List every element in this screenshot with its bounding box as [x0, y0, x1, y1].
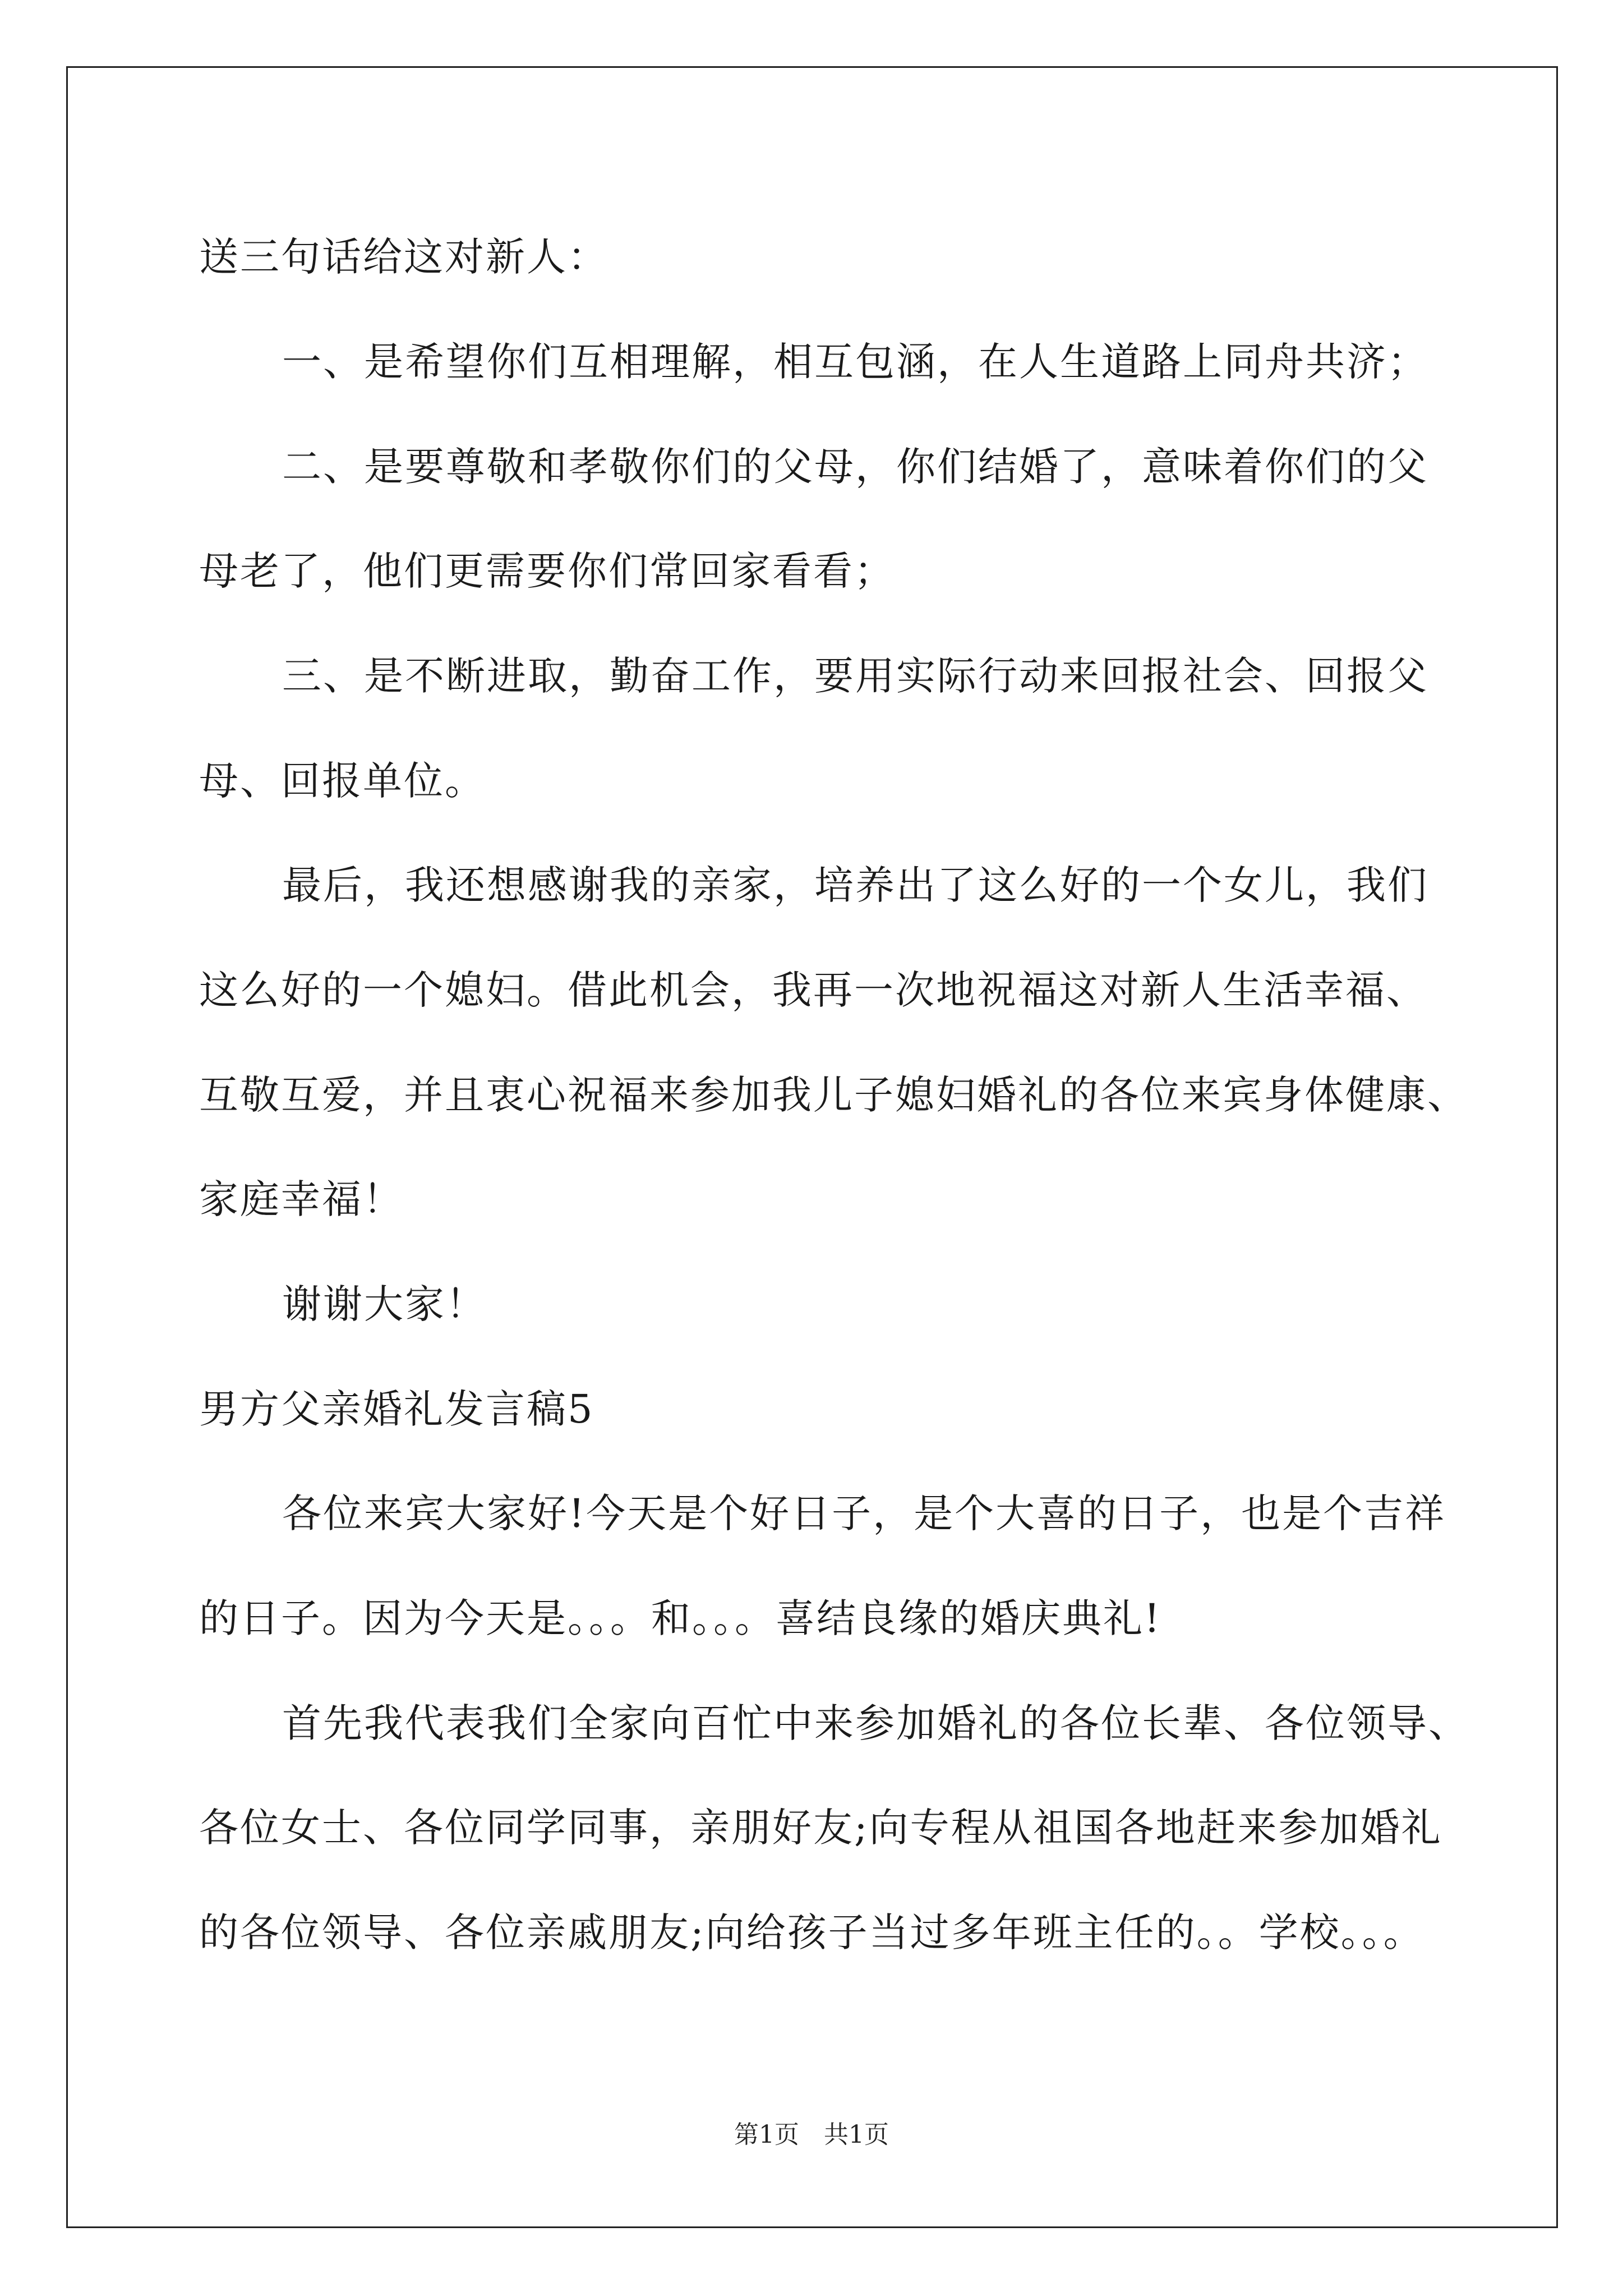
paragraph-closing-line-4: 家庭幸福！ — [199, 1176, 404, 1222]
page-frame — [66, 66, 1558, 2228]
paragraph-intro: 送三句话给这对新人： — [199, 234, 608, 280]
paragraph-greeting-line-2: 的日子。因为今天是。。。和。。。喜结良缘的婚庆典礼! — [199, 1595, 1162, 1641]
paragraph-gratitude-line-3: 的各位领导、各位亲戚朋友;向给孩子当过多年班主任的。。学校。。。 — [199, 1910, 1424, 1955]
paragraph-closing-line-1: 最后，我还想感谢我的亲家，培养出了这么好的一个女儿，我们 — [282, 862, 1428, 908]
paragraph-greeting-line-1: 各位来宾大家好!今天是个好日子，是个大喜的日子，也是个吉祥 — [282, 1490, 1446, 1536]
paragraph-closing-line-2: 这么好的一个媳妇。借此机会，我再一次地祝福这对新人生活幸福、 — [199, 967, 1427, 1013]
paragraph-point-one: 一、是希望你们互相理解，相互包涵，在人生道路上同舟共济； — [282, 339, 1428, 385]
section-title: 男方父亲婚礼发言稿5 — [199, 1386, 594, 1432]
paragraph-gratitude-line-2: 各位女士、各位同学同事，亲朋好友;向专程从祖国各地赶来参加婚礼 — [199, 1805, 1442, 1851]
paragraph-thanks: 谢谢大家！ — [282, 1281, 487, 1327]
paragraph-point-three-line-1: 三、是不断进取，勤奋工作，要用实际行动来回报社会、回报父 — [282, 653, 1428, 699]
paragraph-point-two-line-1: 二、是要尊敬和孝敬你们的父母，你们结婚了，意味着你们的父 — [282, 444, 1428, 490]
paragraph-gratitude-line-1: 首先我代表我们全家向百忙中来参加婚礼的各位长辈、各位领导、 — [282, 1700, 1469, 1746]
page-footer: 第1页 共1页 — [734, 2120, 889, 2149]
paragraph-closing-line-3: 互敬互爱，并且衷心祝福来参加我儿子媳妇婚礼的各位来宾身体健康、 — [199, 1072, 1468, 1118]
paragraph-point-two-line-2: 母老了，他们更需要你们常回家看看； — [199, 548, 895, 594]
paragraph-point-three-line-2: 母、回报单位。 — [199, 758, 486, 804]
